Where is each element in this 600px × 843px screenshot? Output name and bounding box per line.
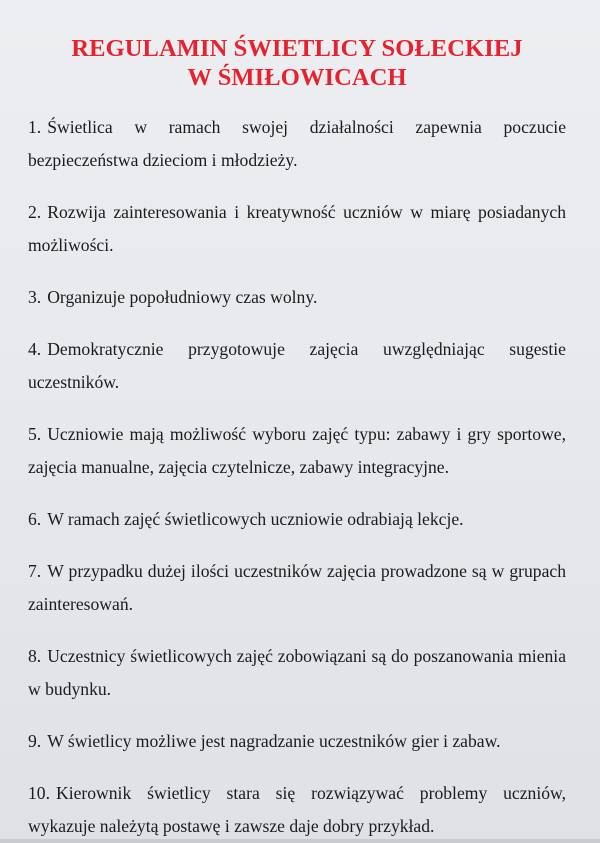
rule-item-1	[28, 111, 566, 177]
rule-item-8	[28, 640, 566, 706]
rule-item-7	[28, 555, 566, 621]
rule-number: 10.	[28, 783, 50, 803]
rule-text: Organizuje popołudniowy czas wolny.	[47, 287, 318, 307]
rule-item-2	[28, 196, 566, 262]
rule-text: Uczestnicy świetlicowych zajęć zobowiązani są do poszanowania mienia w budynku.	[28, 646, 566, 699]
rule-text: Demokratycznie przygotowuje zajęcia uwzględniając sugestie uczestników.	[28, 339, 566, 392]
rule-item-9	[28, 725, 566, 758]
title-line-2: W ŚMIŁOWICACH	[187, 64, 407, 91]
document-title	[28, 34, 566, 92]
rule-number: 9.	[28, 731, 42, 751]
rule-item-4	[28, 333, 566, 399]
rules-list	[28, 111, 566, 843]
rule-number: 5.	[28, 424, 42, 444]
rule-text: W ramach zajęć świetlicowych uczniowie odrabiają lekcje.	[47, 509, 464, 529]
rule-text: Uczniowie mają możliwość wyboru zajęć typu: zabawy i gry sportowe, zajęcia manualne, zajęcia czytelnicze, zabawy integracyjne.	[28, 424, 566, 477]
rule-number: 2.	[28, 202, 42, 222]
rule-number: 7.	[28, 561, 42, 581]
rule-text: Świetlica w ramach swojej działalności zapewnia poczucie bezpieczeństwa dzieciom i młodzieży.	[28, 117, 566, 170]
rule-item-10	[28, 777, 566, 843]
rule-number: 3.	[28, 287, 42, 307]
rule-item-5	[28, 418, 566, 484]
title-line-1: REGULAMIN ŚWIETLICY SOŁECKIEJ	[71, 35, 523, 62]
rule-text: W świetlicy możliwe jest nagradzanie uczestników gier i zabaw.	[47, 731, 501, 751]
rule-item-3	[28, 281, 566, 314]
rule-number: 4.	[28, 339, 42, 359]
rule-text: W przypadku dużej ilości uczestników zajęcia prowadzone są w grupach zainteresowań.	[28, 561, 566, 614]
rule-number: 1.	[28, 117, 42, 137]
rule-text: Rozwija zainteresowania i kreatywność uczniów w miarę posiadanych możliwości.	[28, 202, 566, 255]
rule-item-6	[28, 503, 566, 536]
rule-number: 8.	[28, 646, 42, 666]
rule-text: Kierownik świetlicy stara się rozwiązywać problemy uczniów, wykazuje należytą postawę i zawsze daje dobry przykład.	[28, 783, 566, 836]
rule-number: 6.	[28, 509, 42, 529]
